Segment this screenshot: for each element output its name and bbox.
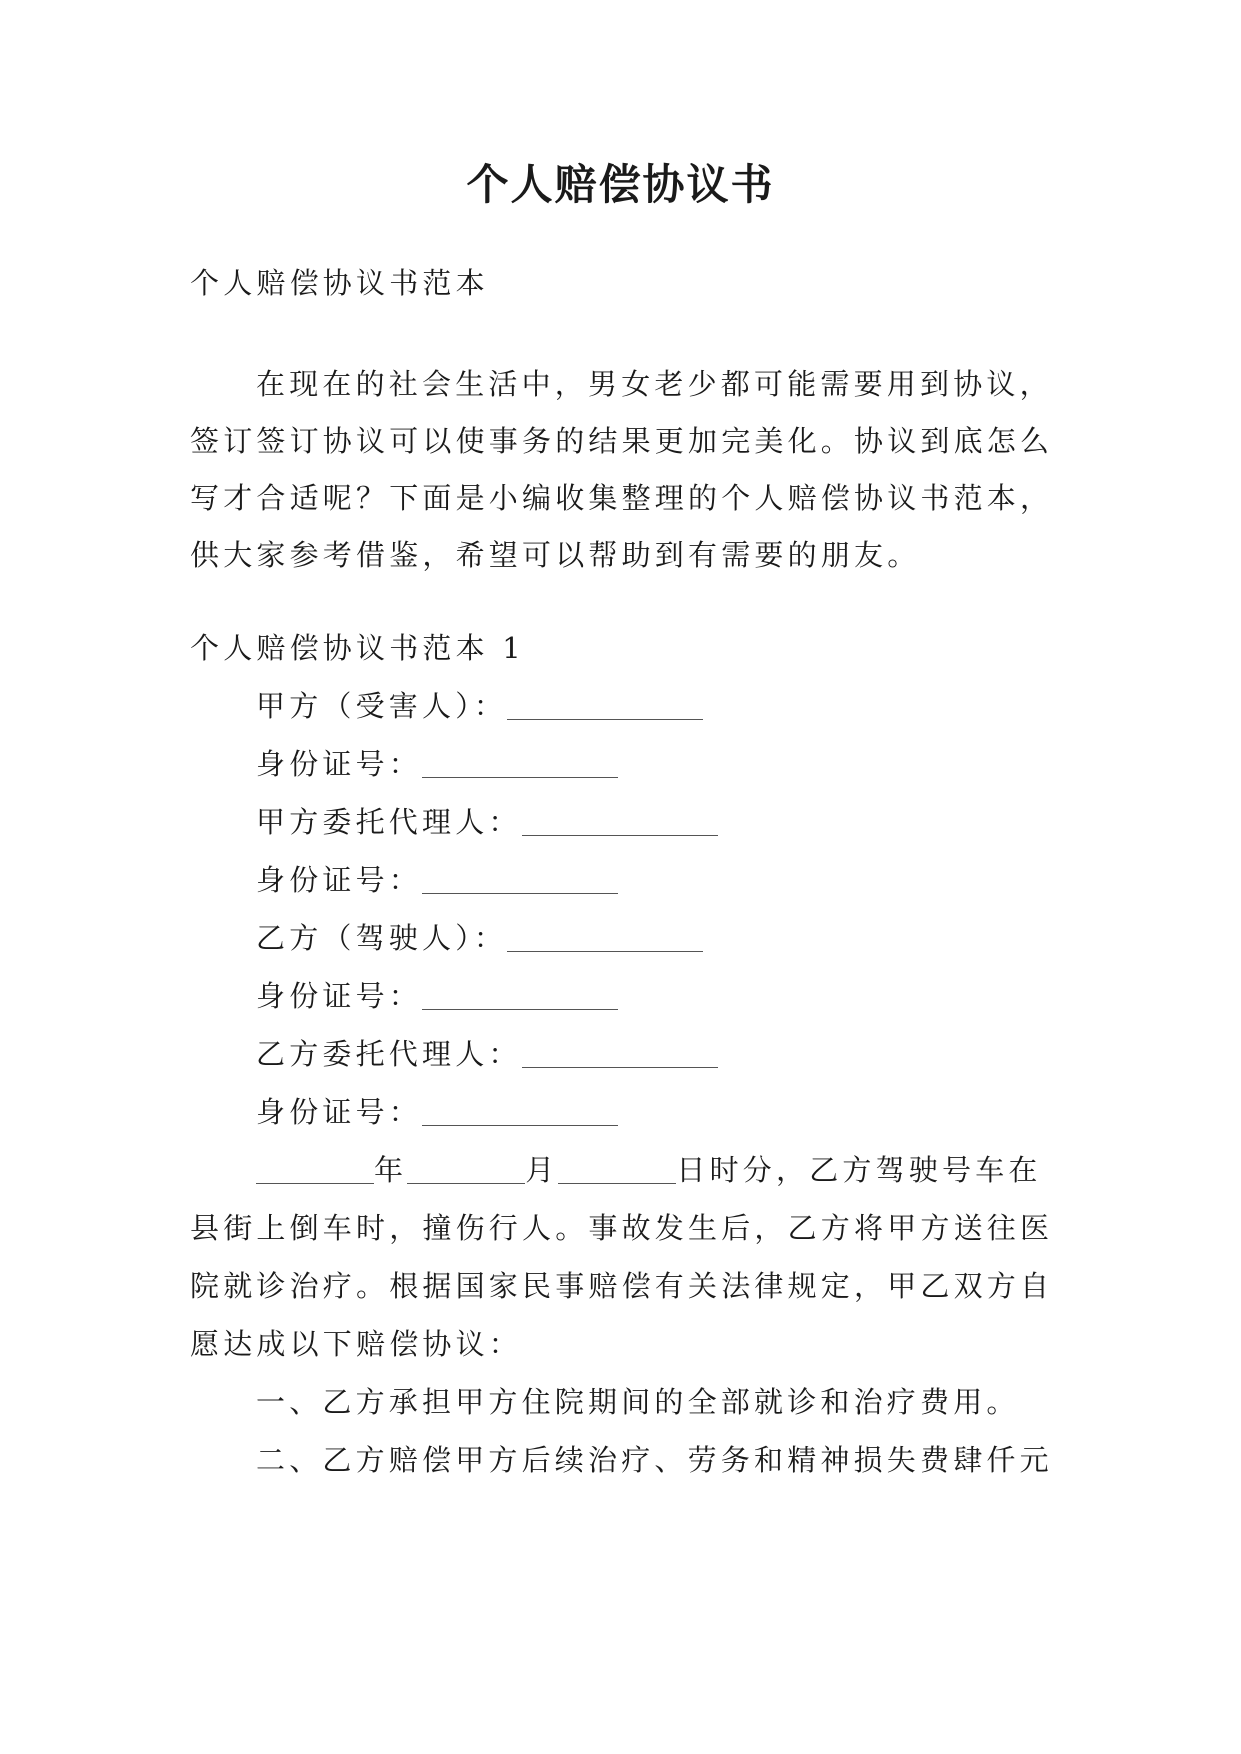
party-b-id-blank[interactable] bbox=[422, 983, 618, 1010]
clause-1: 一、乙方承担甲方住院期间的全部就诊和治疗费用。 bbox=[256, 1385, 1020, 1419]
party-a-agent-label: 甲方委托代理人： bbox=[256, 805, 522, 839]
year-blank[interactable] bbox=[256, 1157, 374, 1184]
party-b-agent-field bbox=[256, 1034, 718, 1074]
intro-line-3: 写才合适呢？下面是小编收集整理的个人赔偿协议书范本， bbox=[190, 481, 1054, 515]
intro-line-4: 供大家参考借鉴，希望可以帮助到有需要的朋友。 bbox=[190, 538, 921, 572]
body-line-3: 愿达成以下赔偿协议： bbox=[190, 1327, 523, 1361]
body-line-2: 院就诊治疗。根据国家民事赔偿有关法律规定，甲乙双方自 bbox=[190, 1269, 1054, 1303]
month-blank[interactable] bbox=[407, 1157, 525, 1184]
document-subtitle: 个人赔偿协议书范本 bbox=[190, 266, 489, 300]
party-a-agent-blank[interactable] bbox=[522, 809, 718, 836]
party-b-label: 乙方（驾驶人）： bbox=[256, 921, 508, 955]
party-a-label: 甲方（受害人）： bbox=[256, 689, 508, 723]
party-b-blank[interactable] bbox=[507, 925, 703, 952]
party-b-agent-id-label: 身份证号： bbox=[256, 1095, 423, 1129]
party-a-agent-id-blank[interactable] bbox=[422, 867, 618, 894]
section-heading: 个人赔偿协议书范本 1 bbox=[190, 631, 525, 665]
party-a-agent-field bbox=[256, 802, 718, 842]
party-b-id-label: 身份证号： bbox=[256, 979, 423, 1013]
party-a-blank[interactable] bbox=[507, 693, 703, 720]
body-line-1: 县街上倒车时，撞伤行人。事故发生后，乙方将甲方送往医 bbox=[190, 1211, 1054, 1245]
party-b-agent-id-field bbox=[256, 1092, 618, 1132]
party-a-agent-id-label: 身份证号： bbox=[256, 863, 423, 897]
party-b-agent-id-blank[interactable] bbox=[422, 1099, 618, 1126]
party-b-agent-label: 乙方委托代理人： bbox=[256, 1037, 522, 1071]
party-a-field bbox=[256, 686, 703, 726]
party-a-id-label: 身份证号： bbox=[256, 747, 423, 781]
intro-line-2: 签订签订协议可以使事务的结果更加完美化。协议到底怎么 bbox=[190, 424, 1054, 458]
party-a-id-field bbox=[256, 744, 618, 784]
party-b-agent-blank[interactable] bbox=[522, 1041, 718, 1068]
party-a-id-blank[interactable] bbox=[422, 751, 618, 778]
day-blank[interactable] bbox=[558, 1157, 676, 1184]
party-b-field bbox=[256, 918, 703, 958]
date-rest: 日时分，乙方驾驶号车在 bbox=[676, 1153, 1042, 1187]
year-label: 年 bbox=[374, 1153, 408, 1187]
party-b-id-field bbox=[256, 976, 618, 1016]
clause-2: 二、乙方赔偿甲方后续治疗、劳务和精神损失费肆仟元 bbox=[256, 1443, 1053, 1477]
date-line bbox=[256, 1150, 1042, 1190]
document-title: 个人赔偿协议书 bbox=[466, 160, 775, 209]
party-a-agent-id-field bbox=[256, 860, 618, 900]
month-label: 月 bbox=[525, 1153, 559, 1187]
intro-line-1: 在现在的社会生活中，男女老少都可能需要用到协议， bbox=[256, 367, 1053, 401]
